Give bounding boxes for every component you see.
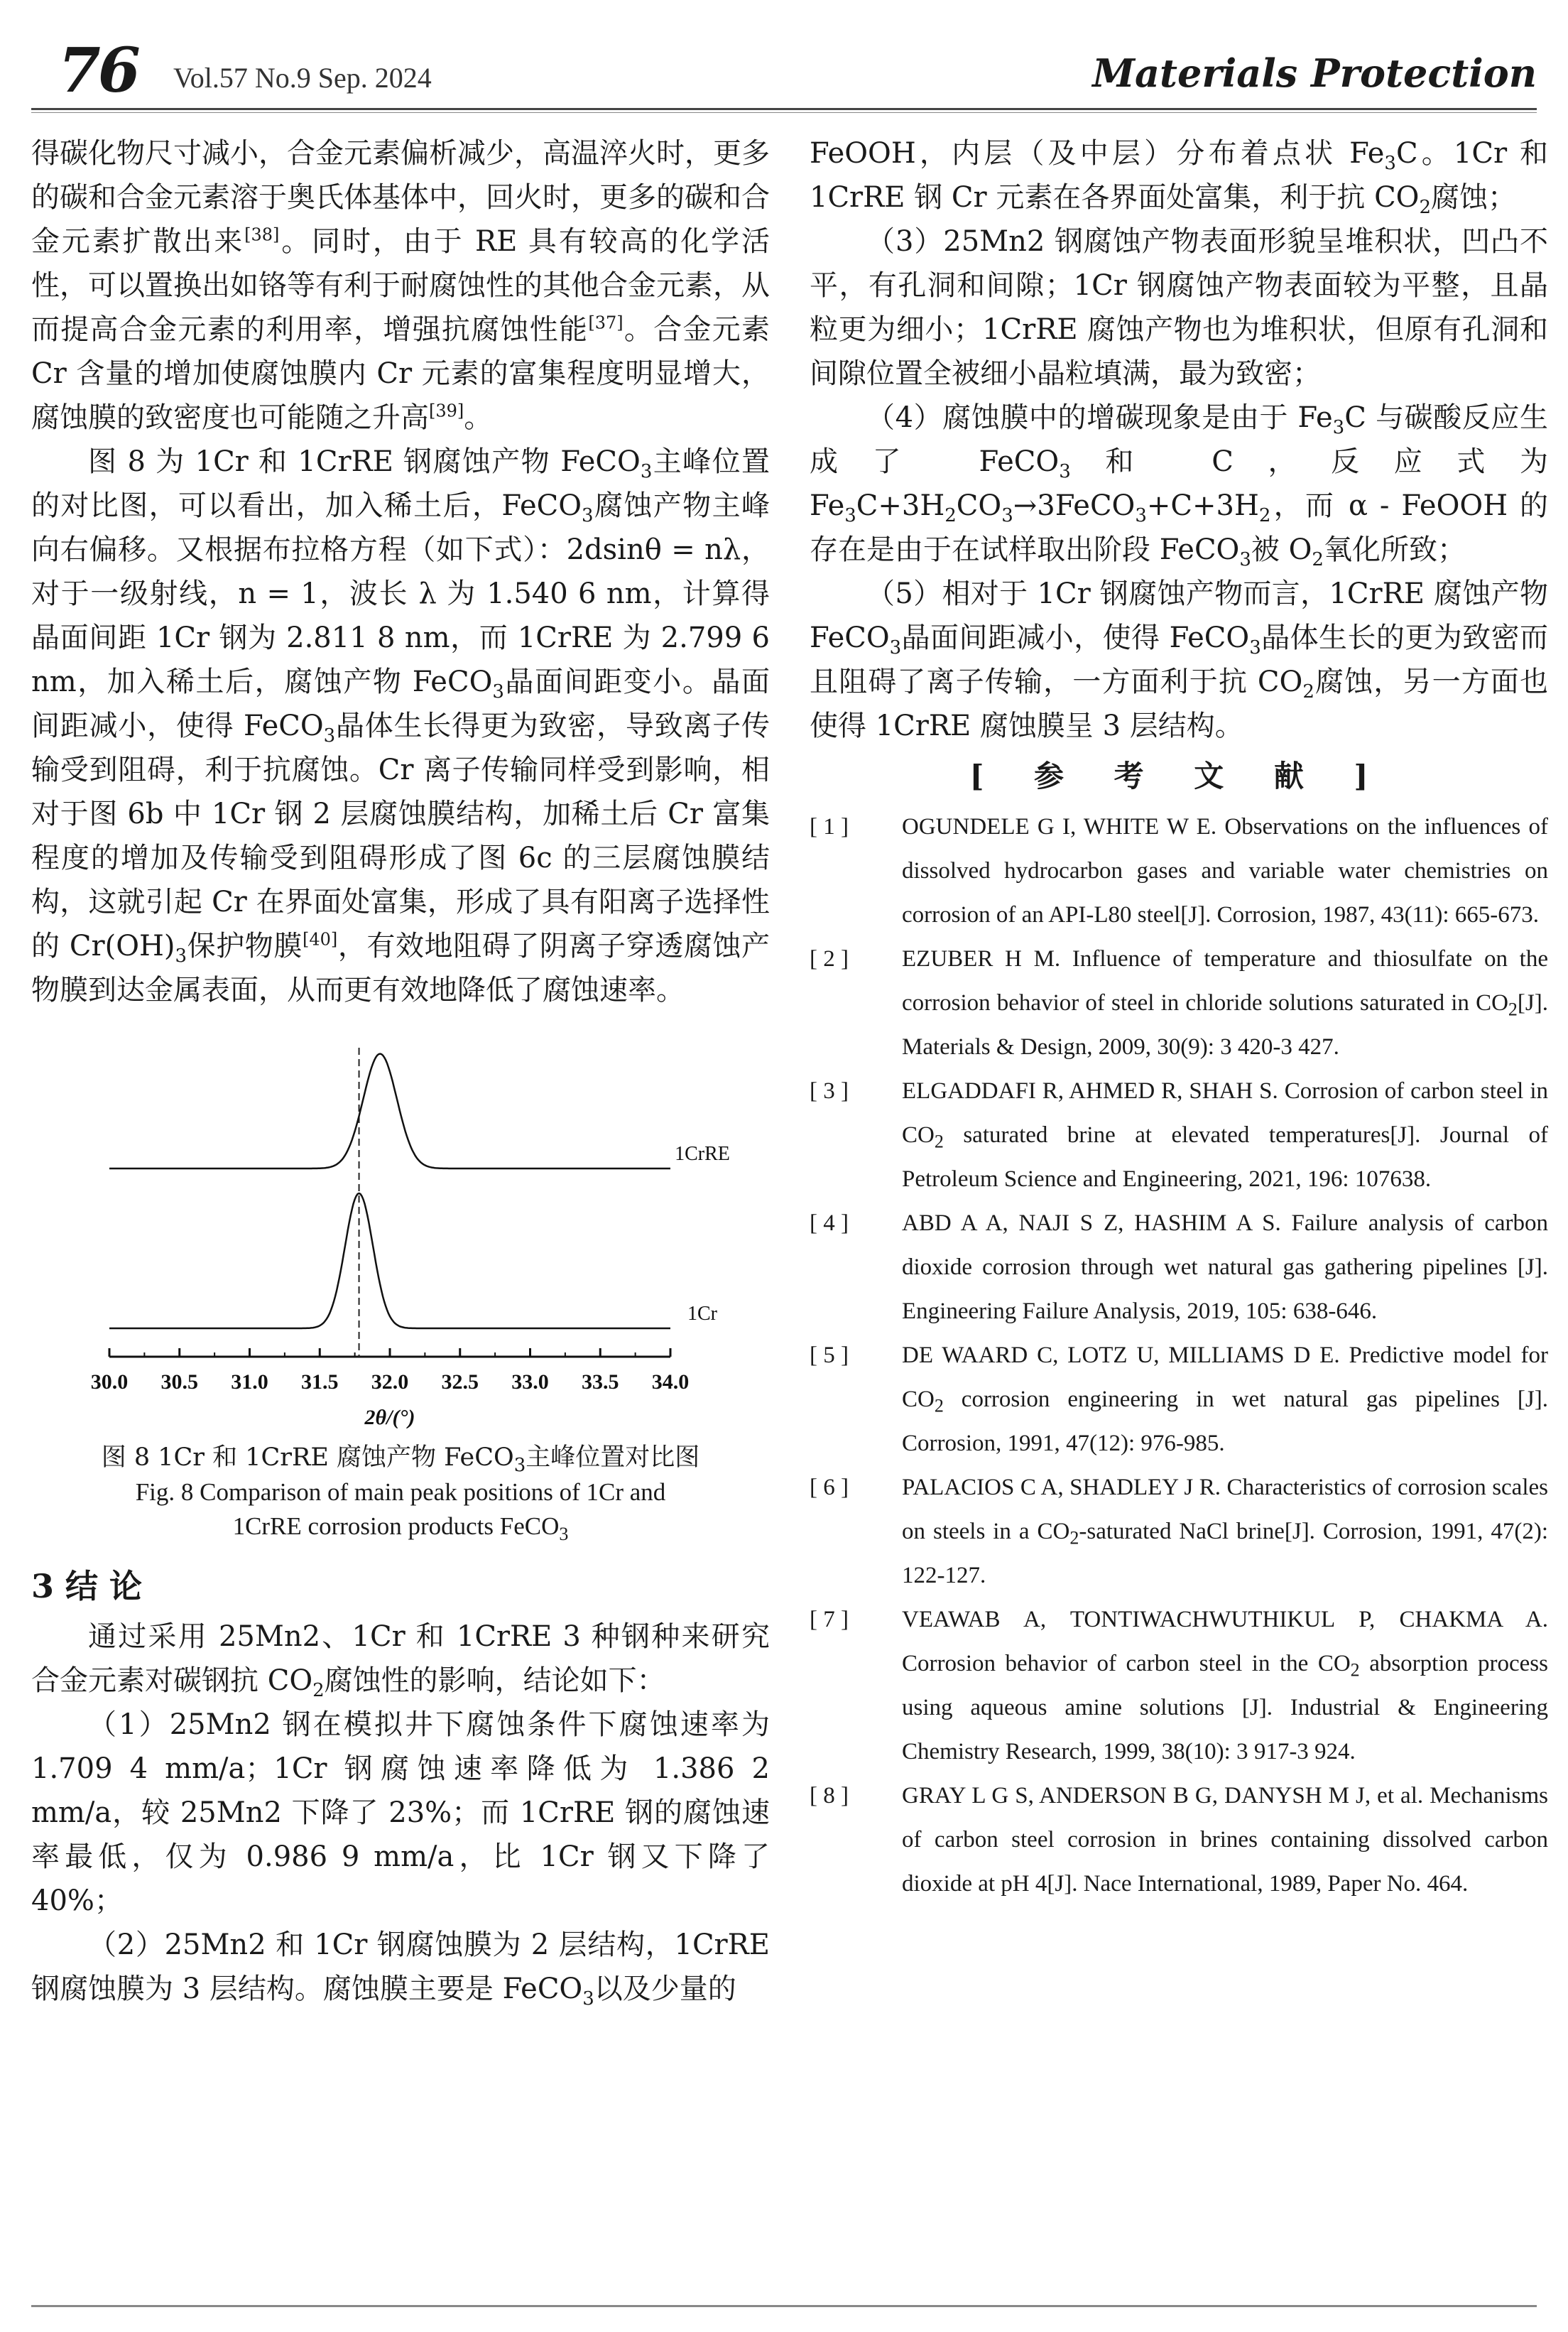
reference-number: [ 8 ] — [810, 1783, 849, 1808]
left-column — [31, 131, 770, 2011]
citation: [37] — [588, 313, 624, 333]
reference-item — [810, 1201, 1548, 1333]
reference-item: [ 3 ] ELGADDAFI R, AHMED R, SHAH S. Corrosion of carbon steel in $CO_2$ saturated brine at elevated temperatures[J]. Journal of Petroleum Science and Engineering, 2021, 196: 107638. — [810, 1069, 1548, 1201]
reference-number: [ 3 ] — [810, 1078, 849, 1104]
x-tick-label: 31.5 — [301, 1370, 339, 1394]
reference-number: [ 5 ] — [810, 1343, 849, 1368]
header-rule-thin — [31, 112, 1537, 113]
page-number: 76 — [58, 35, 138, 107]
reference-number: [ 2 ] — [810, 946, 849, 972]
reference-number: [ 4 ] — [810, 1210, 849, 1236]
reference-text: ELGADDAFI R, AHMED R, SHAH S. Corrosion of carbon steel in CO — [902, 1078, 1548, 1148]
reference-number: [ 7 ] — [810, 1607, 849, 1632]
reference-text: GRAY L G S, ANDERSON B G, DANYSH M J, et al. Mechanisms of carbon steel corrosion in brines containing dissolved carbon dioxide at pH 4[J]. Nace International, 1989, Paper No. 464. — [902, 1783, 1548, 1897]
x-tick-label: 30.0 — [90, 1370, 129, 1394]
citation: [40] — [302, 929, 338, 950]
x-tick-label: 33.5 — [582, 1370, 619, 1394]
paragraph-conclusion-2: （2）25Mn2 和 1Cr 钢腐蚀膜为 2 层结构，1CrRE 钢腐蚀膜为 3 层结构。腐蚀膜主要是 FeCO$_3$以及少量的 — [31, 1929, 770, 2010]
x-tick-label: 33.0 — [511, 1370, 549, 1394]
series-line-1crre — [109, 1054, 670, 1169]
reference-text: PALACIOS C A, SHADLEY J R. Characteristics of corrosion scales on steels in a CO — [902, 1475, 1548, 1544]
series-line-1cr — [109, 1193, 670, 1328]
x-tick-label: 32.0 — [371, 1370, 409, 1394]
footer-rule — [31, 2305, 1537, 2307]
reference-text: OGUNDELE G I, WHITE W E. Observations on the influences of dissolved hydrocarbon gases and variable water chemistries on corrosion of an API-L80 steel[J]. Corrosion, 1987, 43(11): 665-673. — [902, 814, 1548, 928]
x-tick-label: 30.5 — [160, 1370, 198, 1394]
reference-item — [810, 805, 1548, 937]
citation: [38] — [244, 224, 280, 245]
x-tick-label: 31.0 — [231, 1370, 268, 1394]
paragraph-conclusion-3: （3）25Mn2 钢腐蚀产物表面形貌呈堆积状，凹凸不平，有孔洞和间隙；1Cr 钢腐蚀产物表面较为平整，且晶粒更为细小；1CrRE 腐蚀产物也为堆积状，但原有孔洞和间隙位置全被细小晶粒填满，最为致密； — [810, 225, 1548, 390]
reference-text: DE WAARD C, LOTZ U, MILLIAMS D E. Predictive model for CO — [902, 1343, 1548, 1412]
right-column — [810, 131, 1548, 1906]
figure-caption-en: Fig. 8 Comparison of main peak positions of 1Cr and — [135, 1478, 666, 1506]
reference-item: [ 7 ] VEAWAB A, TONTIWACHWUTHIKUL P, CHAKMA A. Corrosion behavior of carbon steel in the $CO_2$ absorption process using aqueous amine solutions [J]. Industrial & Engineering Chemistry Research, 1999, 38(10): 3 917-3 924. — [810, 1598, 1548, 1774]
paragraph-figure8: 图 8 为 1Cr 和 1CrRE 钢腐蚀产物 FeCO$_3$主峰位置的对比图，可以看出，加入稀土后，FeCO$_3$腐蚀产物主峰向右偏移。又根据布拉格方程（如下式）：2dsinθ = nλ，对于一级射线，n = 1，波长 λ 为 1.540 6 nm，计算得晶面间距 1Cr 钢为 2.811 8 nm，而 1CrRE 为 2.799 6 nm，加入稀土后，腐蚀产物 FeCO$_3$晶面间距变小。晶面间距减小，使得 FeCO$_3$晶体生长得更为致密，导致离子传输受到阻碍，利于抗腐蚀。Cr 离子传输同样受到影响，相对于图 6b 中 1Cr 钢 2 层腐蚀膜结构，加稀土后 Cr 富集程度的增加及传输受到阻碍形成了图 6c 的三层腐蚀膜结构，这就引起 Cr 在界面处富集，形成了具有阳离子选择性的 $Cr(OH)_3$保护物膜[40]，有效地阻碍了阴离子穿透腐蚀产物膜到达金属表面，从而更有效地降低了腐蚀速率。 — [31, 445, 771, 1007]
series-label-1cr: 1Cr — [687, 1303, 717, 1325]
figure-caption-cn: 图 8 1Cr 和 1CrRE 腐蚀产物 FeCO$_3$主峰位置对比图 — [101, 1443, 700, 1476]
reference-text: ABD A A, NAJI S Z, HASHIM A S. Failure analysis of carbon dioxide corrosion through wet natural gas gathering pipelines [J]. Engineering Failure Analysis, 2019, 105: 638-646. — [902, 1210, 1548, 1324]
x-axis-label: 2θ/(°) — [364, 1406, 415, 1429]
xrd-chart — [31, 1034, 770, 1431]
reference-text: EZUBER H M. Influence of temperature and thiosulfate on the corrosion behavior of steel in chloride solutions saturated in CO — [902, 946, 1548, 1016]
series-label-1crre: 1CrRE — [675, 1143, 730, 1165]
paragraph-conclusion-2-cont: FeOOH，内层（及中层）分布着点状 $Fe_3C$。1Cr 和 1CrRE 钢 Cr 元素在各界面处富集，利于抗 $CO_2$腐蚀； — [810, 137, 1548, 218]
reference-number: [ 6 ] — [810, 1475, 849, 1500]
reference-number: [ 1 ] — [810, 814, 849, 840]
reference-item: [ 5 ] DE WAARD C, LOTZ U, MILLIAMS D E. Predictive model for $CO_2$ corrosion engineering in wet natural gas pipelines [J]. Corrosion, 1991, 47(12): 976-985. — [810, 1333, 1548, 1465]
issue-info: Vol.57 No.9 Sep. 2024 — [173, 62, 432, 94]
figure-caption-en-2: 1CrRE corrosion products FeCO$_3$ — [232, 1512, 569, 1544]
journal-title: Materials Protection — [1092, 50, 1537, 96]
citation: [39] — [429, 401, 464, 421]
paragraph-conclusion-intro: 通过采用 25Mn2、1Cr 和 1CrRE 3 种钢种来研究合金元素对碳钢抗 $CO_2$腐蚀性的影响，结论如下： — [31, 1620, 770, 1701]
page-header — [31, 36, 1537, 107]
paragraph-continued: 得碳化物尺寸减小，合金元素偏析减少，高温淬火时，更多的碳和合金元素溶于奥氏体基体中，回火时，更多的碳和合金元素扩散出来[38]。同时，由于 RE 具有较高的化学活性，可以置换出如铬等有利于耐腐蚀性的其他合金元素，从而提高合金元素的利用率，增强抗腐蚀性能[37]。合金元素 Cr 含量的增加使腐蚀膜内 Cr 元素的富集程度明显增大，腐蚀膜的致密度也可能随之升高[39]。 — [31, 137, 771, 434]
paragraph-conclusion-4: （4）腐蚀膜中的增碳现象是由于 $Fe_3C$ 与碳酸反应生成了 FeCO$_3$和 C，反应式为 $Fe_3C+3H_2CO_3\to 3FeCO_3+C+3H_2$，而 α - FeOOH 的存在是由于在试样取出阶段 FeCO$_3$被 $O_2$氧化所致； — [810, 401, 1548, 570]
references-title: [ 参 考 文 献 ] — [969, 759, 1388, 793]
reference-item — [810, 1774, 1548, 1906]
section-title-conclusion: 3 结 论 — [31, 1567, 143, 1605]
reference-text: VEAWAB A, TONTIWACHWUTHIKUL P, CHAKMA A. Corrosion behavior of carbon steel in the CO — [902, 1607, 1548, 1676]
paragraph-conclusion-5: （5）相对于 1Cr 钢腐蚀产物而言，1CrRE 腐蚀产物 FeCO$_3$晶面间距减小，使得 FeCO$_3$晶体生长的更为致密而且阻碍了离子传输，一方面利于抗 $CO_2$腐蚀，另一方面也使得 1CrRE 腐蚀膜呈 3 层结构。 — [810, 577, 1549, 742]
reference-item: [ 2 ] EZUBER H M. Influence of temperature and thiosulfate on the corrosion behavior of steel in chloride solutions saturated in $CO_2[J]$. Materials & Design, 2009, 30(9): 3 420-3 427. — [810, 937, 1548, 1069]
figure-8 — [31, 1034, 770, 1544]
x-tick-label: 32.5 — [441, 1370, 479, 1394]
x-tick-label: 34.0 — [651, 1370, 690, 1394]
header-rule — [31, 108, 1537, 110]
reference-item: [ 6 ] PALACIOS C A, SHADLEY J R. Characteristics of corrosion scales on steels in a $CO_2$-saturated NaCl brine[J]. Corrosion, 1991, 47(2): 122-127. — [810, 1465, 1548, 1598]
paragraph-conclusion-1: （1）25Mn2 钢在模拟井下腐蚀条件下腐蚀速率为 1.709 4 mm/a；1Cr 钢腐蚀速率降低为 1.386 2 mm/a，较 25Mn2 下降了 23%；而 1CrRE 钢的腐蚀速率最低，仅为 0.986 9 mm/a，比 1Cr 钢又下降了 40%； — [31, 1708, 770, 1917]
reference-list — [810, 805, 1548, 1906]
